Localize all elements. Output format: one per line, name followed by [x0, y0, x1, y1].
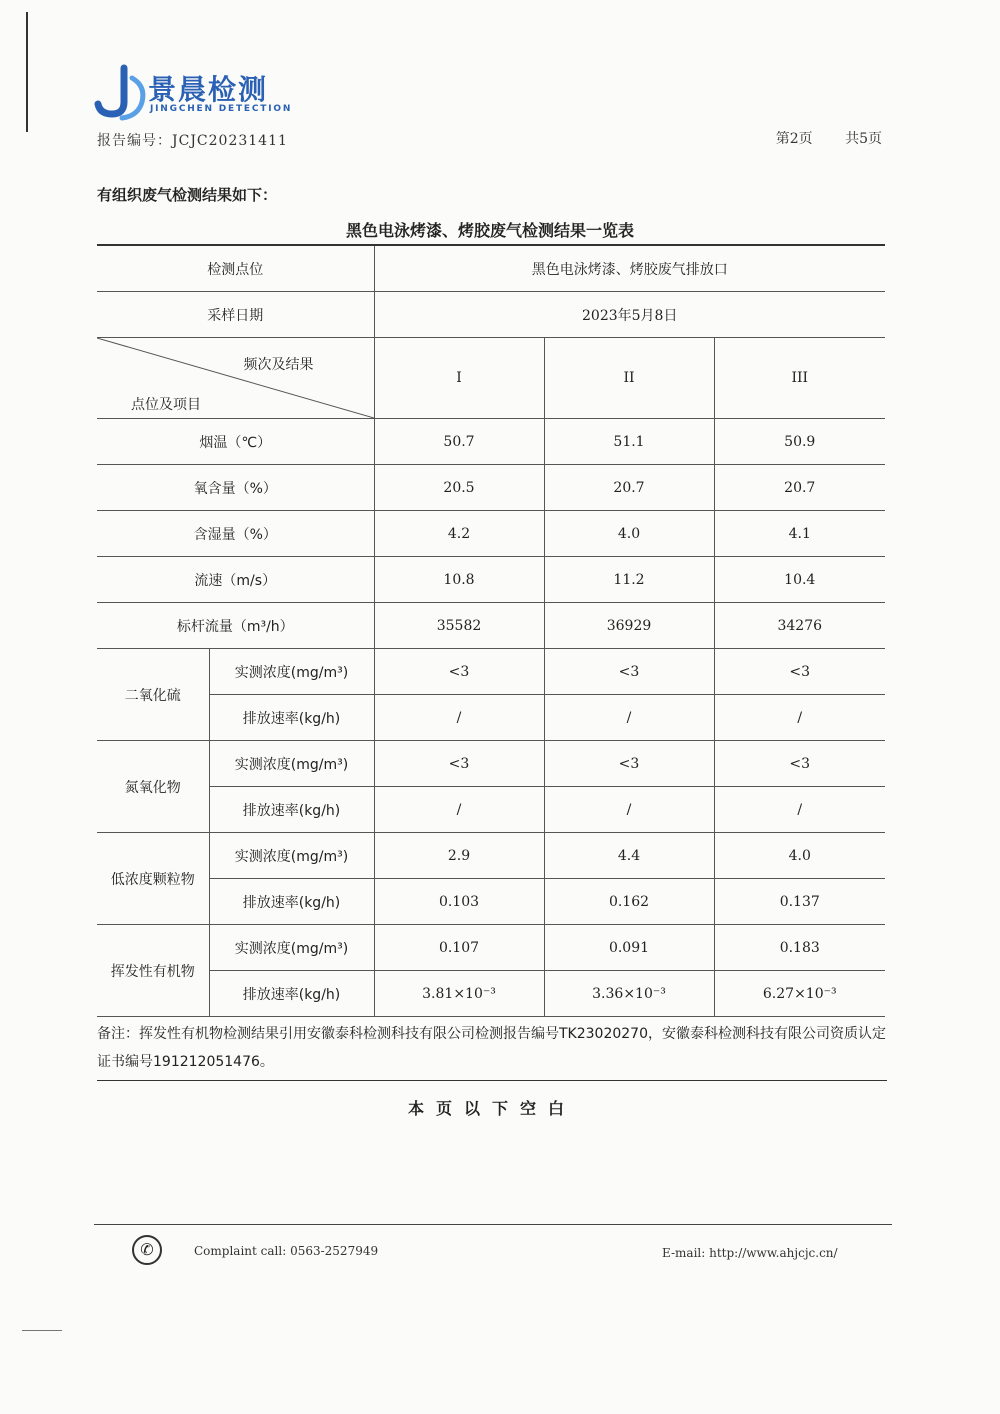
- cell-value: 0.107: [374, 925, 544, 971]
- row-label: 烟温（℃）: [97, 419, 374, 465]
- company-logo: [94, 64, 324, 124]
- pollutant-name: 挥发性有机物: [97, 925, 209, 1017]
- pollutant-name: 二氧化硫: [97, 649, 209, 741]
- cell-value: 10.8: [374, 557, 544, 603]
- table-row: [97, 338, 885, 419]
- cell-value: 3.36×10⁻³: [544, 971, 714, 1017]
- cell-value: <3: [374, 741, 544, 787]
- date-label: 采样日期: [97, 292, 374, 338]
- table-row: [97, 465, 885, 511]
- cell-value: 36929: [544, 603, 714, 649]
- page-info: [748, 128, 882, 148]
- freq-header: III: [714, 338, 885, 419]
- logo-name-en: JINGCHEN DETECTION: [150, 104, 293, 114]
- cell-value: 4.4: [544, 833, 714, 879]
- section-intro: 有组织废气检测结果如下：: [97, 186, 278, 204]
- cell-value: 0.183: [714, 925, 885, 971]
- metric-label: 实测浓度(mg/m³): [209, 925, 374, 971]
- cell-value: 10.4: [714, 557, 885, 603]
- cell-value: <3: [544, 649, 714, 695]
- blank-below-notice: 本页以下空白: [407, 1099, 576, 1118]
- cell-value: 50.9: [714, 419, 885, 465]
- page-total: 共5页: [845, 131, 882, 147]
- cell-value: 34276: [714, 603, 885, 649]
- cell-value: <3: [374, 649, 544, 695]
- freq-header: II: [544, 338, 714, 419]
- freq-header: I: [374, 338, 544, 419]
- cell-value: 0.091: [544, 925, 714, 971]
- pollutant-name: 氮氧化物: [97, 741, 209, 833]
- metric-label: 实测浓度(mg/m³): [209, 649, 374, 695]
- phone-icon: ✆: [132, 1235, 162, 1265]
- results-table: [97, 244, 885, 1017]
- cell-value: /: [374, 695, 544, 741]
- cell-value: 0.162: [544, 879, 714, 925]
- table-row: [97, 695, 885, 741]
- cell-value: 20.7: [714, 465, 885, 511]
- table-row: [97, 787, 885, 833]
- table-row: [97, 419, 885, 465]
- cell-value: /: [714, 787, 885, 833]
- remarks: 备注：挥发性有机物检测结果引用安徽泰科检测科技有限公司检测报告编号TK23020270，安徽泰科检测科技有限公司资质认定证书编号191212051476。: [97, 1020, 887, 1081]
- row-label: 氧含量（%）: [97, 465, 374, 511]
- metric-label: 排放速率(kg/h): [209, 879, 374, 925]
- scan-edge-mark: [22, 1330, 62, 1331]
- table-row: [97, 292, 885, 338]
- cell-value: 6.27×10⁻³: [714, 971, 885, 1017]
- point-value: 黑色电泳烤漆、烤胶废气排放口: [374, 245, 885, 292]
- point-label: 检测点位: [97, 245, 374, 292]
- cell-value: /: [544, 787, 714, 833]
- cell-value: 4.0: [544, 511, 714, 557]
- cell-value: 51.1: [544, 419, 714, 465]
- footer-divider: [94, 1224, 892, 1225]
- cell-value: 4.2: [374, 511, 544, 557]
- metric-label: 排放速率(kg/h): [209, 787, 374, 833]
- cell-value: <3: [544, 741, 714, 787]
- metric-label: 排放速率(kg/h): [209, 971, 374, 1017]
- row-label: 流速（m/s）: [97, 557, 374, 603]
- report-number: 报告编号：JCJC20231411: [97, 133, 288, 149]
- email-website: E-mail: http://www.ahjcjc.cn/: [662, 1246, 838, 1260]
- cell-value: 0.137: [714, 879, 885, 925]
- cell-value: <3: [714, 741, 885, 787]
- cell-value: /: [714, 695, 885, 741]
- complaint-phone: Complaint call: 0563-2527949: [194, 1244, 379, 1258]
- cell-value: 11.2: [544, 557, 714, 603]
- cell-value: <3: [714, 649, 885, 695]
- row-label: 标杆流量（m³/h）: [97, 603, 374, 649]
- cell-value: 20.5: [374, 465, 544, 511]
- table-row: [97, 649, 885, 695]
- cell-value: 2.9: [374, 833, 544, 879]
- metric-label: 排放速率(kg/h): [209, 695, 374, 741]
- table-row: [97, 603, 885, 649]
- cell-value: 20.7: [544, 465, 714, 511]
- table-row: [97, 741, 885, 787]
- cell-value: /: [374, 787, 544, 833]
- diagonal-header-cell: [97, 338, 374, 419]
- logo-mark-icon: [94, 64, 150, 122]
- cell-value: 0.103: [374, 879, 544, 925]
- scan-edge-mark: [26, 12, 28, 132]
- table-row: [97, 245, 885, 292]
- table-row: [97, 879, 885, 925]
- logo-name-cn: 景晨检测: [148, 73, 269, 106]
- cell-value: 3.81×10⁻³: [374, 971, 544, 1017]
- page-current: 第2页: [775, 131, 813, 147]
- cell-value: 4.0: [714, 833, 885, 879]
- date-value: 2023年5月8日: [374, 292, 885, 338]
- diag-top-label: 频次及结果: [243, 357, 314, 373]
- metric-label: 实测浓度(mg/m³): [209, 741, 374, 787]
- row-label: 含湿量（%）: [97, 511, 374, 557]
- diag-bottom-label: 点位及项目: [131, 397, 201, 413]
- cell-value: /: [544, 695, 714, 741]
- table-title: 黑色电泳烤漆、烤胶废气检测结果一览表: [345, 221, 634, 240]
- metric-label: 实测浓度(mg/m³): [209, 833, 374, 879]
- cell-value: 50.7: [374, 419, 544, 465]
- pollutant-name: 低浓度颗粒物: [97, 833, 209, 925]
- table-row: [97, 925, 885, 971]
- table-row: [97, 511, 885, 557]
- cell-value: 35582: [374, 603, 544, 649]
- table-row: [97, 557, 885, 603]
- cell-value: 4.1: [714, 511, 885, 557]
- table-row: [97, 971, 885, 1017]
- table-row: [97, 833, 885, 879]
